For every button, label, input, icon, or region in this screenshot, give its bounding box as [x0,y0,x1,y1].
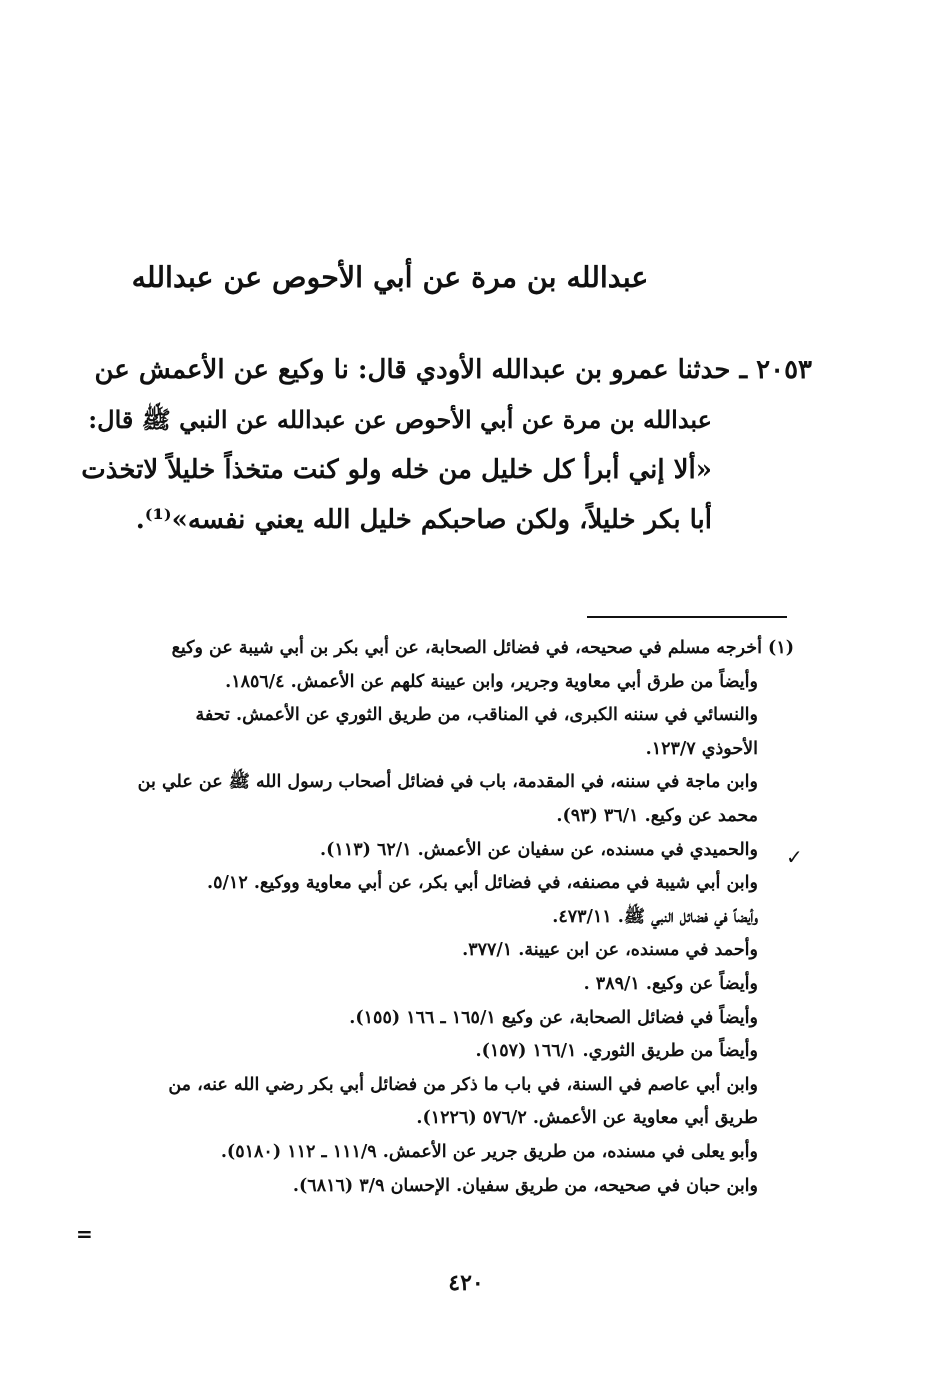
footnote-line: وأيضاً من طرق أبي معاوية وجرير، وابن عيينة كلهم عن الأعمش. ١٨٥٦/٤. [225,671,758,692]
footnote-line: والحميدي في مسنده، عن سفيان عن الأعمش. ٦٢/١ (١١٣). [320,839,758,860]
footnote-line: وابن ماجة في سننه، في المقدمة، باب في فضائل أصحاب رسول الله ﷺ عن علي بن [137,772,758,793]
footnote-line: وأبو يعلى في مسنده، من طريق جرير عن الأعمش. ١١١/٩ ـ ١١٢ (٥١٨٠). [220,1141,758,1162]
chapter-title: عبدالله بن مرة عن أبي الأحوص عن عبدالله [131,260,649,294]
footnote-line: وابن أبي عاصم في السنة، في باب ما ذكر من فضائل أبي بكر رضي الله عنه، من [168,1074,758,1095]
footnote-line: وأيضاً في فضائل النبي ﷺ. ٤٧٣/١١. [552,906,758,927]
hadith-block [80,345,812,545]
hadith-line: أبا بكر خليلاً، ولكن صاحبكم خليل الله يعني نفسه»⁽¹⁾. [135,505,712,535]
page-number: ٤٢٠ [448,1270,484,1296]
hadith-line: عبدالله بن مرة عن أبي الأحوص عن عبدالله عن النبي ﷺ قال: [88,405,712,434]
footnote-line: وابن حبان في صحيحه، من طريق سفيان. الإحسان ٣/٩ (٦٨١٦). [292,1175,758,1196]
hadith-number: ٢٠٥٣ [756,355,812,385]
footnote-line: وابن أبي شيبة في مصنفه، في فضائل أبي بكر، عن أبي معاوية ووكيع. ٥/١٢. [207,873,758,894]
footnote-line: محمد عن وكيع. ٣٦/١ (٩٣). [556,805,758,826]
hadith-line [80,345,812,395]
continuation-mark: = [76,1222,93,1246]
footnote-line: (١) أخرجه مسلم في صحيحه، في فضائل الصحابة، عن أبي بكر بن أبي شيبة عن وكيع [171,638,794,658]
footnote-line: وأيضاً من طريق الثوري. ١٦٦/١ (١٥٧). [475,1041,758,1062]
handwritten-check-mark: ✓ [786,845,803,869]
footnote-line: والنسائي في سننه الكبرى، في المناقب، من طريق الثوري عن الأعمش. تحفة [195,705,758,726]
footnote-line: وأيضاً عن وكيع. ٣٨٩/١ . [583,973,758,994]
hadith-line-text: ـ حدثنا عمرو بن عبدالله الأودي قال: نا وكيع عن الأعمش عن [94,355,748,385]
hadith-line: «ألا إني أبرأ كل خليل من خله ولو كنت متخذاً خليلاً لاتخذت [81,455,712,485]
footnote-line: وأحمد في مسنده، عن ابن عيينة. ٣٧٧/١. [462,940,758,961]
footnote-line: وأيضاً في فضائل الصحابة، عن وكيع ١٦٥/١ ـ ١٦٦ (١٥٥). [349,1007,758,1028]
footnote-line: طريق أبي معاوية عن الأعمش. ٥٧٦/٢ (١٢٢٦). [416,1108,758,1129]
footnotes-block [78,632,794,1203]
footnote-line: الأحوذي ١٢٣/٧. [645,738,758,759]
footnote-separator [587,616,787,618]
